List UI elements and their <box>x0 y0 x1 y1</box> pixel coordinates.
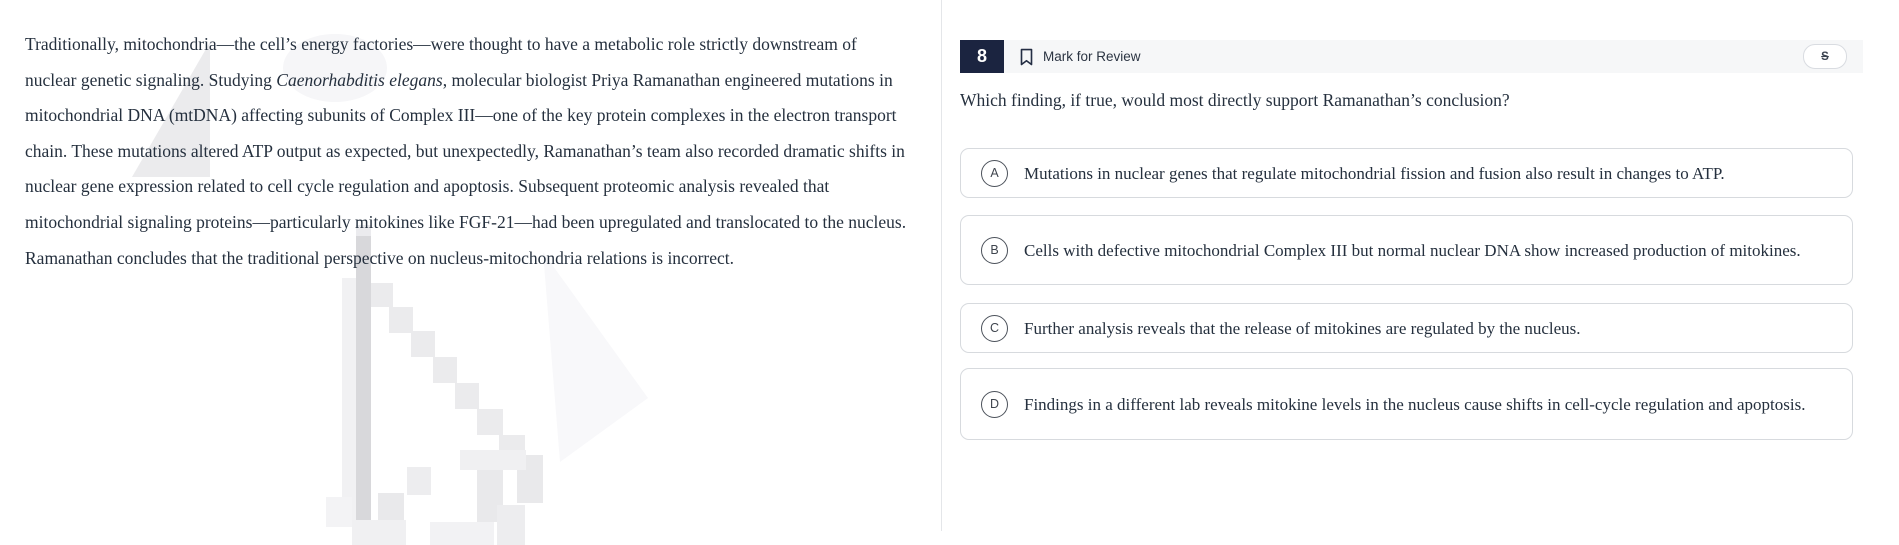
choice-letter-b: B <box>981 237 1008 264</box>
question-header <box>960 40 1863 73</box>
answer-choice-b[interactable] <box>960 215 1853 285</box>
answer-choice-c[interactable] <box>960 303 1853 353</box>
choice-letter-c: C <box>981 315 1008 342</box>
answer-choice-a[interactable] <box>960 148 1853 198</box>
answer-eliminator-button[interactable] <box>1803 44 1847 69</box>
question-header-band <box>1004 40 1863 73</box>
passage-part1: Traditionally, mitochondria—the cell’s energy factories—were thought to have a metabolic role strictly downstream of nuclear genetic signaling. Studying <box>25 34 857 90</box>
passage-panel <box>0 0 941 545</box>
passage-text <box>25 27 909 276</box>
choice-text-d: Findings in a different lab reveals mitokine levels in the nucleus cause shifts in cell-cycle regulation and apoptosis. <box>1024 394 1806 414</box>
question-panel <box>960 0 1863 545</box>
choice-letter-a: A <box>981 160 1008 187</box>
mark-for-review-button[interactable] <box>1019 48 1141 66</box>
mark-for-review-label: Mark for Review <box>1043 49 1141 64</box>
question-number: 8 <box>976 46 987 66</box>
passage-part2: , molecular biologist Priya Ramanathan engineered mutations in mitochondrial DNA (mtDNA) affecting subunits of Complex III—one of the key protein complexes in the electron transport chain. These mutations altered ATP output as expected, but unexpectedly, Ramanathan’s team also recorded dramatic shifts in nuclear gene expression related to cell cycle regulation and apoptosis. Subsequent proteomic analysis revealed that mitochondrial signaling proteins—particularly mitokines like FGF-21—had been upregulated and translocated to the nucleus. Ramanathan concludes that the traditional perspective on nucleus-mitochondria relations is incorrect. <box>25 69 907 268</box>
choice-letter-d: D <box>981 391 1008 418</box>
choice-text-a: Mutations in nuclear genes that regulate mitochondrial fission and fusion also result in changes to ATP. <box>1024 163 1725 183</box>
question-number-badge <box>960 40 1004 73</box>
panel-divider <box>941 0 942 531</box>
choice-text-c: Further analysis reveals that the release of mitokines are regulated by the nucleus. <box>1024 318 1581 338</box>
choice-text-b: Cells with defective mitochondrial Complex III but normal nuclear DNA show increased production of mitokines. <box>1024 240 1801 260</box>
bookmark-icon <box>1019 48 1034 66</box>
question-stem: Which finding, if true, would most directly support Ramanathan’s conclusion? <box>960 90 1510 110</box>
passage-species-italic: Caenorhabditis elegans <box>276 69 443 90</box>
strikethrough-eliminator-icon: S <box>1821 50 1829 63</box>
answer-choice-d[interactable] <box>960 368 1853 440</box>
